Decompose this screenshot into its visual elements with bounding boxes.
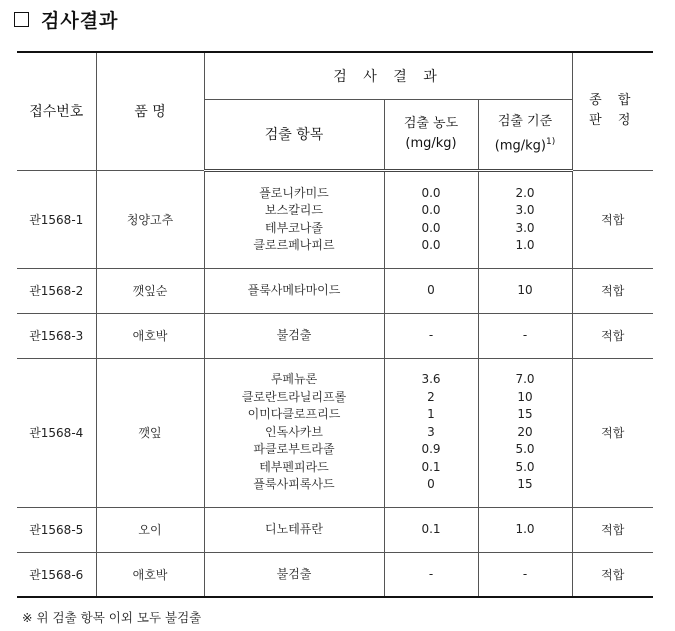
product-cell: 청양고추 [96,170,204,268]
standard-value: 3.0 [515,220,535,235]
concentration-value: - [428,327,434,342]
header-result-group: 검 사 결 과 [204,52,572,99]
section-title: 검사결과 [41,10,119,32]
pesticide-name: 인독사카브 [265,424,323,439]
table-row [17,170,653,268]
standard-cell [478,507,572,552]
pesticide-name: 이미다클로프리드 [247,407,341,422]
header-item-name: 품 명 [96,52,204,170]
standard-cell [478,313,572,358]
pesticide-name: 플룩사메타마이드 [247,282,341,297]
product-cell: 깻잎순 [96,268,204,313]
inspection-result-table [17,51,653,598]
table-row [17,358,653,507]
concentration-value: 0 [427,477,435,492]
product-cell: 깻잎 [96,358,204,507]
verdict-cell: 적합 [572,507,653,552]
header-verdict-line1: 종 합 [589,93,637,109]
section-heading [14,6,118,33]
concentration-value: 0.0 [421,185,441,200]
receipt-no-cell: 관1568-6 [17,552,96,597]
pesticide-name: 테부코나졸 [265,220,323,235]
standard-value: - [522,566,528,581]
footnote: ※ 위 검출 항목 이외 모두 불검출 [22,610,202,625]
concentration-value: 3.6 [421,372,441,387]
concentration-value: 0.0 [421,238,441,252]
header-standard [478,99,572,170]
concentration-value: 0.0 [421,203,441,217]
standard-value: 2.0 [515,185,535,200]
header-standard-line1: 검출 기준 [497,113,553,129]
concentration-value: 3 [427,424,435,439]
concentration-value: 0.1 [421,521,441,536]
verdict-cell: 적합 [572,170,653,268]
pesticide-name: 불검출 [276,327,312,342]
concentration-value: 0.9 [421,442,441,457]
concentration-cell [384,170,478,268]
test-items-cell [204,507,384,552]
standard-value: 7.0 [515,372,535,387]
concentration-cell [384,268,478,313]
test-items-cell [204,268,384,313]
checkbox-square-icon [14,12,29,27]
standard-cell [478,268,572,313]
header-concentration-line1: 검출 농도 [403,116,459,131]
verdict-cell: 적합 [572,268,653,313]
pesticide-name: 루페뉴론 [270,372,318,387]
standard-value: 1.0 [515,521,535,536]
pesticide-name: 클로르페나피르 [253,238,335,252]
standard-value: 10 [517,389,533,404]
pesticide-name: 불검출 [276,566,312,581]
standard-value: 15 [517,407,533,422]
header-concentration-unit: (mg/kg) [405,136,457,151]
test-items-cell [204,358,384,507]
header-verdict-line2: 판 정 [589,113,637,129]
header-test-item: 검출 항목 [204,99,384,170]
receipt-no-cell: 관1568-3 [17,313,96,358]
concentration-cell [384,552,478,597]
standard-value: 15 [517,477,533,492]
verdict-cell: 적합 [572,358,653,507]
standard-value: 5.0 [515,459,535,474]
concentration-cell [384,313,478,358]
standard-value: 3.0 [515,203,535,217]
concentration-cell [384,507,478,552]
standard-cell [478,358,572,507]
pesticide-name: 플로니카미드 [259,185,329,200]
pesticide-name: 테부펜피라드 [259,459,329,474]
test-items-cell [204,313,384,358]
concentration-value: 1 [427,407,435,422]
pesticide-name: 보스칼리드 [265,203,323,217]
table-row [17,313,653,358]
receipt-no-cell: 관1568-5 [17,507,96,552]
standard-value: 20 [517,424,533,439]
receipt-no-cell: 관1568-2 [17,268,96,313]
header-verdict [572,52,653,170]
concentration-value: 0.0 [421,220,441,235]
receipt-no-cell: 관1568-4 [17,358,96,507]
product-cell: 애호박 [96,552,204,597]
concentration-value: 0.1 [421,459,441,474]
product-cell: 애호박 [96,313,204,358]
receipt-no-cell: 관1568-1 [17,170,96,268]
concentration-value: 2 [427,389,435,404]
footnote-marker: 1) [546,136,556,147]
standard-cell [478,170,572,268]
verdict-cell: 적합 [572,313,653,358]
product-cell: 오이 [96,507,204,552]
verdict-cell: 적합 [572,552,653,597]
concentration-value: - [428,566,434,581]
pesticide-name: 파클로부트라졸 [253,442,335,457]
standard-value: 5.0 [515,442,535,457]
concentration-cell [384,358,478,507]
pesticide-name: 플룩사피록사드 [253,477,335,492]
table-row [17,268,653,313]
standard-value: 1.0 [515,238,535,252]
test-items-cell [204,552,384,597]
table-row [17,552,653,597]
header-concentration [384,99,478,170]
pesticide-name: 클로란트라닐리프롤 [241,389,347,404]
table-row [17,507,653,552]
header-receipt-no: 접수번호 [17,52,96,170]
header-standard-unit: $(mg/kg)^{1)}$ [494,136,556,154]
concentration-value: 0 [427,282,435,297]
pesticide-name: 디노테퓨란 [265,521,323,536]
standard-cell [478,552,572,597]
test-items-cell [204,170,384,268]
standard-value: 10 [517,282,533,297]
standard-value: - [522,327,528,342]
